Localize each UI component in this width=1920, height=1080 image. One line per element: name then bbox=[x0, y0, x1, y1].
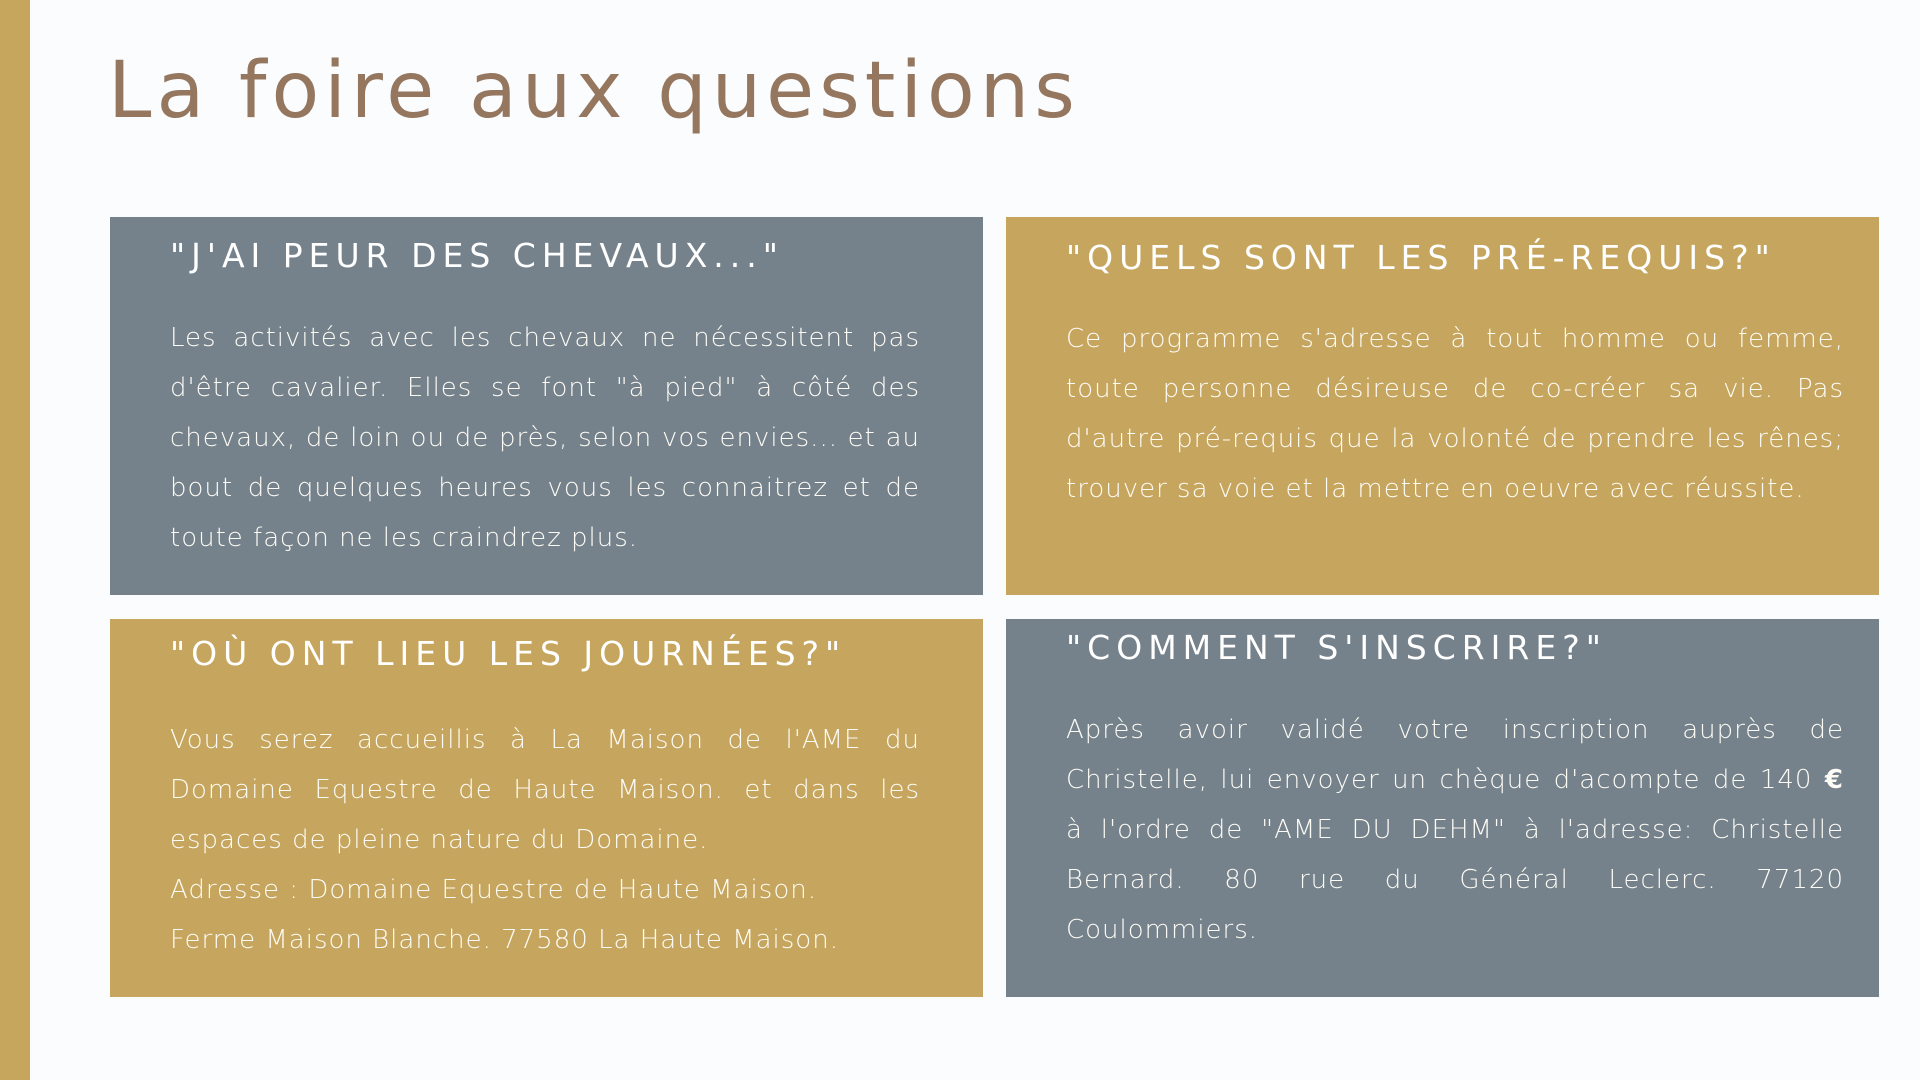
deposit-amount: 140 bbox=[1759, 765, 1813, 795]
faq-answer bbox=[1066, 705, 1844, 955]
postal-address-text: Christelle Bernard. 80 rue du Général Leclerc. 77120 Coulommiers. bbox=[1066, 815, 1844, 945]
faq-question: "J'AI PEUR DES CHEVAUX..." bbox=[170, 236, 784, 275]
faq-card-prerequisites bbox=[1006, 217, 1879, 595]
faq-question: "COMMENT S'INSCRIRE?" bbox=[1066, 628, 1607, 667]
faq-question: "QUELS SONT LES PRÉ-REQUIS?" bbox=[1066, 238, 1776, 277]
faq-answer bbox=[170, 715, 920, 965]
faq-answer: Les activités avec les chevaux ne nécessitent pas d'être cavalier. Elles se font "à pied" à côté des chevaux, de loin ou de près, selon vos envies... et au bout de quelques heures vous les connaitrez et de toute façon ne les craindrez plus. bbox=[170, 323, 920, 553]
registration-instructions-text: Après avoir validé votre inscription auprès de Christelle, lui envoyer un chèque d'acompte de bbox=[1066, 715, 1844, 795]
faq-question: "OÙ ONT LIEU LES JOURNÉES?" bbox=[170, 634, 847, 673]
payee-text: à l'ordre de "AME DU DEHM" à l'adresse: bbox=[1066, 815, 1694, 845]
faq-answer: Ce programme s'adresse à tout homme ou femme, toute personne désireuse de co-créer sa vie. Pas d'autre pré-requis que la volonté de prendre les rênes; trouver sa voie et la mettre en oeuvre avec réussite. bbox=[1066, 324, 1844, 504]
euro-symbol: € bbox=[1824, 765, 1844, 795]
faq-card-registration bbox=[1006, 619, 1879, 997]
location-intro-text: Vous serez accueillis à La Maison de l'AME du Domaine Equestre de Haute Maison. et dans les espaces de pleine nature du Domaine. bbox=[170, 725, 920, 855]
page-title: La foire aux questions bbox=[108, 46, 1080, 136]
faq-card-fear-of-horses bbox=[110, 217, 983, 595]
address-line-1: Adresse : Domaine Equestre de Haute Maison. bbox=[170, 875, 817, 905]
left-accent-bar bbox=[0, 0, 30, 1080]
address-line-2: Ferme Maison Blanche. 77580 La Haute Maison. bbox=[170, 925, 839, 955]
faq-card-location bbox=[110, 619, 983, 997]
